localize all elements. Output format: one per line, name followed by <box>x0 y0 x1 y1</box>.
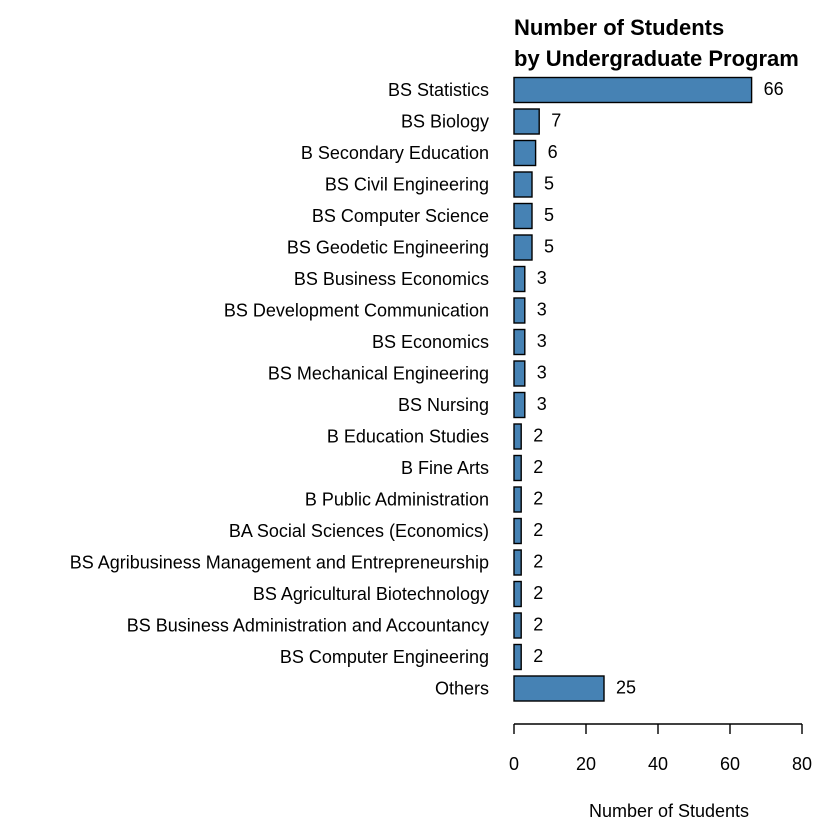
value-label: 2 <box>533 551 544 572</box>
value-label: 3 <box>536 299 547 320</box>
value-label: 2 <box>533 488 544 509</box>
value-label: 66 <box>763 79 784 99</box>
value-labels <box>533 79 783 698</box>
bar <box>514 582 521 607</box>
value-label: 5 <box>544 173 555 194</box>
category-label: BS Statistics <box>387 80 489 100</box>
category-label: BS Economics <box>371 332 489 352</box>
value-label: 3 <box>536 331 547 351</box>
value-label: 2 <box>533 425 544 446</box>
category-label: BS Agricultural Biotechnology <box>252 584 489 604</box>
bar <box>514 550 521 575</box>
x-tick-label: 80 <box>791 754 813 774</box>
bar <box>514 424 521 449</box>
category-label: BS Biology <box>400 111 489 132</box>
bar <box>514 267 525 292</box>
bar <box>514 613 521 638</box>
category-label: B Secondary Education <box>300 143 489 163</box>
bar <box>514 298 525 323</box>
category-label: B Public Administration <box>304 489 489 510</box>
chart-title-line-2: by Undergraduate Program <box>514 46 799 71</box>
x-tick-label: 60 <box>719 754 741 774</box>
value-label: 2 <box>533 583 544 603</box>
category-label: Others <box>434 678 489 699</box>
category-label: BS Agribusiness Management and Entrepreneurship <box>69 552 489 573</box>
value-label: 2 <box>533 457 544 477</box>
x-tick-label: 0 <box>508 754 520 774</box>
value-label: 3 <box>536 362 547 383</box>
chart-title <box>514 15 799 71</box>
category-label: BS Development Communication <box>223 300 489 321</box>
bar <box>514 361 525 386</box>
value-label: 7 <box>551 110 562 131</box>
category-label: BA Social Sciences (Economics) <box>228 521 489 541</box>
bar <box>514 456 521 481</box>
category-label: BS Computer Science <box>311 206 489 226</box>
value-label: 2 <box>533 520 544 540</box>
bar <box>514 172 532 197</box>
x-axis-title: Number of Students <box>588 801 750 821</box>
bar <box>514 487 521 512</box>
category-label: BS Mechanical Engineering <box>267 363 489 384</box>
x-tick-label: 20 <box>575 754 597 774</box>
bar <box>514 519 521 544</box>
value-label: 6 <box>547 142 558 162</box>
category-label: BS Business Administration and Accountancy <box>126 615 489 636</box>
chart-title-line-1: Number of Students <box>514 15 725 40</box>
category-label: BS Civil Engineering <box>324 174 489 195</box>
category-label: BS Business Economics <box>293 269 489 289</box>
bar <box>514 645 521 670</box>
value-label: 5 <box>544 205 555 225</box>
category-label: BS Nursing <box>397 395 489 415</box>
bar <box>514 109 539 134</box>
category-label: B Education Studies <box>326 426 489 447</box>
value-label: 25 <box>616 677 637 698</box>
bar <box>514 204 532 229</box>
category-label: B Fine Arts <box>400 458 489 478</box>
category-label: BS Computer Engineering <box>279 647 489 667</box>
bar <box>514 235 532 260</box>
x-axis <box>509 724 812 774</box>
value-label: 2 <box>533 614 544 635</box>
category-labels <box>70 80 489 699</box>
bar <box>514 676 604 701</box>
value-label: 3 <box>536 394 547 414</box>
value-label: 3 <box>536 268 547 288</box>
bar <box>514 141 536 166</box>
value-label: 2 <box>533 646 544 666</box>
category-label: BS Geodetic Engineering <box>286 237 489 258</box>
bar <box>514 330 525 355</box>
bar <box>514 393 525 418</box>
value-label: 5 <box>544 236 555 257</box>
bar <box>514 78 752 103</box>
x-tick-label: 40 <box>647 754 669 774</box>
bars-group <box>514 78 752 702</box>
